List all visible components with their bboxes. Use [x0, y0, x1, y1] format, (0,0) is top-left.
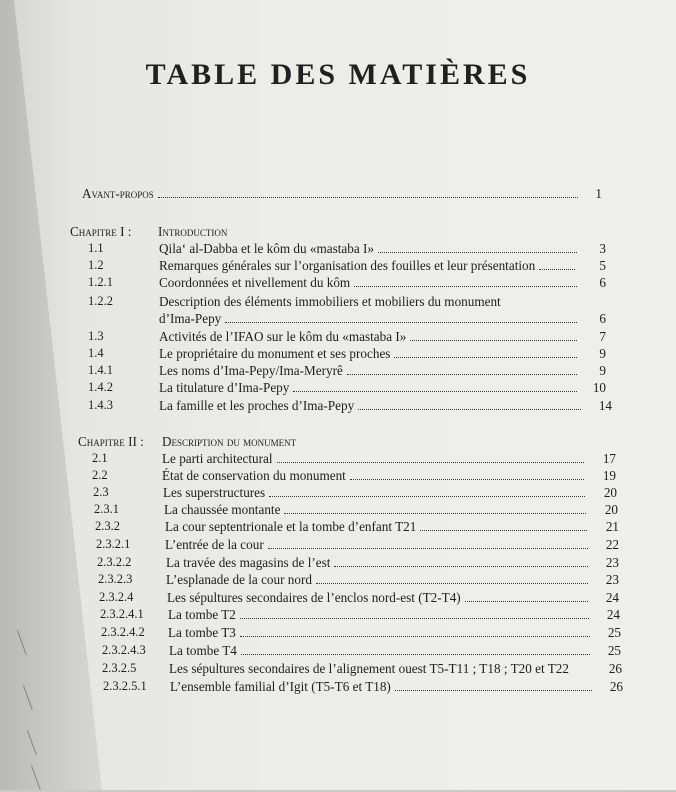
leader-dots	[277, 452, 584, 463]
section-number: 2.3.2.5.1	[103, 679, 147, 693]
section-title: L’ensemble familial d’Igit (T5-T6 et T18)	[170, 679, 391, 694]
leader-dots	[410, 330, 577, 341]
toc-row	[102, 643, 634, 661]
toc-row	[98, 572, 630, 590]
page-number: 6	[599, 311, 606, 326]
section-number: 2.1	[92, 451, 108, 465]
section-title: La chaussée montante	[164, 502, 281, 517]
toc-row	[93, 485, 625, 503]
section-title: Activités de l’IFAO sur le kôm du «mastaba I»	[159, 329, 407, 344]
toc-row	[92, 451, 624, 469]
chapter-2-title: Description du monument	[162, 434, 297, 449]
toc-row	[88, 294, 620, 312]
section-title: Les noms d’Ima-Pepy/Ima-Meryrê	[159, 363, 343, 378]
toc-row	[88, 329, 620, 347]
toc-row	[88, 275, 620, 293]
page-number: 14	[598, 398, 612, 413]
leader-dots	[420, 520, 587, 531]
toc-row	[94, 502, 626, 520]
section-title: Description des éléments immobiliers et mobiliers du monument	[159, 294, 501, 309]
leader-dots	[293, 381, 577, 392]
toc-row-continued	[88, 311, 620, 329]
section-number: 2.3.2.4.2	[101, 625, 145, 639]
leader-dots	[539, 259, 575, 270]
toc-row	[88, 241, 620, 259]
section-title: Les sépultures secondaires de l’enclos nord-est (T2-T4)	[167, 590, 461, 605]
toc-row	[88, 380, 620, 398]
toc-row	[97, 555, 629, 573]
section-number: 1.3	[88, 329, 104, 343]
avant-propos-label: Avant-propos	[82, 186, 154, 201]
leader-dots	[240, 608, 589, 619]
section-title: La tombe T3	[168, 625, 236, 640]
section-number: 2.2	[92, 468, 108, 482]
leader-dots	[158, 187, 578, 198]
toc-row	[100, 607, 632, 625]
section-number: 2.3.2	[95, 519, 120, 533]
toc-row	[103, 679, 635, 697]
leader-dots	[378, 242, 577, 253]
section-number: 2.3.2.1	[96, 537, 131, 551]
section-number: 2.3	[93, 485, 109, 499]
section-number: 2.3.2.4.3	[102, 643, 146, 657]
section-number: 2.3.2.4	[99, 590, 134, 604]
page-number: 21	[605, 519, 619, 534]
page-title: TABLE DES MATIÈRES	[145, 58, 531, 91]
section-title: Qila‘ al-Dabba et le kôm du «mastaba I»	[159, 241, 374, 256]
leader-dots	[241, 644, 590, 655]
page-number: 9	[599, 363, 606, 378]
toc-row	[96, 537, 628, 555]
toc-row-avant-propos	[82, 186, 612, 204]
section-title: Coordonnées et nivellement du kôm	[159, 275, 351, 290]
page-number: 24	[605, 590, 619, 605]
section-title: Les sépultures secondaires de l’alignement ouest T5-T11 ; T18 ; T20 et T22	[169, 661, 569, 676]
leader-dots	[269, 486, 585, 497]
page-number: 7	[599, 329, 606, 344]
section-title: Le propriétaire du monument et ses proches	[159, 346, 391, 361]
leader-dots	[395, 680, 592, 691]
page-number: 20	[604, 502, 618, 517]
page-number: 17	[602, 451, 616, 466]
section-number: 1.2.1	[88, 275, 113, 289]
section-number: 1.4.2	[88, 380, 113, 394]
section-number: 1.4.3	[88, 398, 113, 412]
toc-row	[88, 258, 620, 276]
toc-row	[95, 519, 627, 537]
toc-row	[99, 590, 631, 608]
section-number: 1.4	[88, 346, 104, 360]
toc-row	[88, 363, 620, 381]
page-number: 25	[607, 643, 621, 658]
page-number: 10	[592, 380, 606, 395]
page-number: 26	[609, 679, 623, 694]
page-number: 5	[599, 258, 606, 273]
leader-dots	[354, 276, 577, 287]
leader-dots	[334, 556, 588, 567]
toc-row	[102, 661, 634, 679]
page-number: 6	[599, 275, 606, 290]
page-number: 23	[605, 555, 619, 570]
section-title: Les superstructures	[163, 485, 266, 500]
page-number: 3	[599, 241, 606, 256]
leader-dots	[225, 312, 577, 323]
section-title: La cour septentrionale et la tombe d’enfant T21	[165, 519, 417, 534]
section-title: L’entrée de la cour	[165, 537, 264, 552]
page-number: 20	[603, 485, 617, 500]
section-title: La titulature d’Ima-Pepy	[159, 380, 290, 395]
section-title: La famille et les proches d’Ima-Pepy	[159, 398, 355, 413]
chapter-1-title: Introduction	[158, 224, 228, 239]
toc-row	[101, 625, 633, 643]
toc-row	[88, 398, 620, 416]
page-number: 19	[602, 468, 616, 483]
section-title: L’esplanade de la cour nord	[166, 572, 312, 587]
toc-row	[92, 468, 624, 486]
leader-dots	[350, 469, 584, 480]
page-number: 9	[599, 346, 606, 361]
leader-dots	[268, 538, 588, 549]
toc-row	[88, 346, 620, 364]
page-number: 22	[605, 537, 619, 552]
section-title: Remarques générales sur l’organisation des fouilles et leur présentation	[159, 258, 536, 273]
section-number: 2.3.1	[94, 502, 119, 516]
section-title: La tombe T2	[168, 607, 236, 622]
page-number: 23	[605, 572, 619, 587]
underlying-page-marks	[2, 640, 42, 790]
section-title: La travée des magasins de l’est	[166, 555, 331, 570]
section-number: 2.3.2.2	[97, 555, 132, 569]
leader-dots	[240, 626, 590, 637]
leader-dots	[316, 573, 588, 584]
leader-dots	[465, 591, 588, 602]
section-title: Le parti architectural	[162, 451, 273, 466]
section-number: 1.1	[88, 241, 104, 255]
avant-propos-page: 1	[595, 186, 602, 201]
section-title: La tombe T4	[169, 643, 237, 658]
page-number: 25	[607, 625, 621, 640]
page-number: 26	[608, 661, 622, 676]
leader-dots	[394, 347, 577, 358]
leader-dots	[284, 503, 586, 514]
page-number: 24	[606, 607, 620, 622]
section-number: 1.2	[88, 258, 104, 272]
chapter-1-label: Chapitre I :	[70, 224, 132, 239]
chapter-2-label: Chapitre II :	[78, 434, 144, 449]
leader-dots	[358, 399, 581, 410]
section-title: État de conservation du monument	[162, 468, 346, 483]
leader-dots	[347, 364, 577, 375]
section-number: 2.3.2.4.1	[100, 607, 144, 621]
section-number: 1.2.2	[88, 294, 113, 308]
section-title-continued: d’Ima-Pepy	[159, 311, 222, 326]
section-number: 2.3.2.5	[102, 661, 137, 675]
section-number: 2.3.2.3	[98, 572, 133, 586]
section-number: 1.4.1	[88, 363, 113, 377]
